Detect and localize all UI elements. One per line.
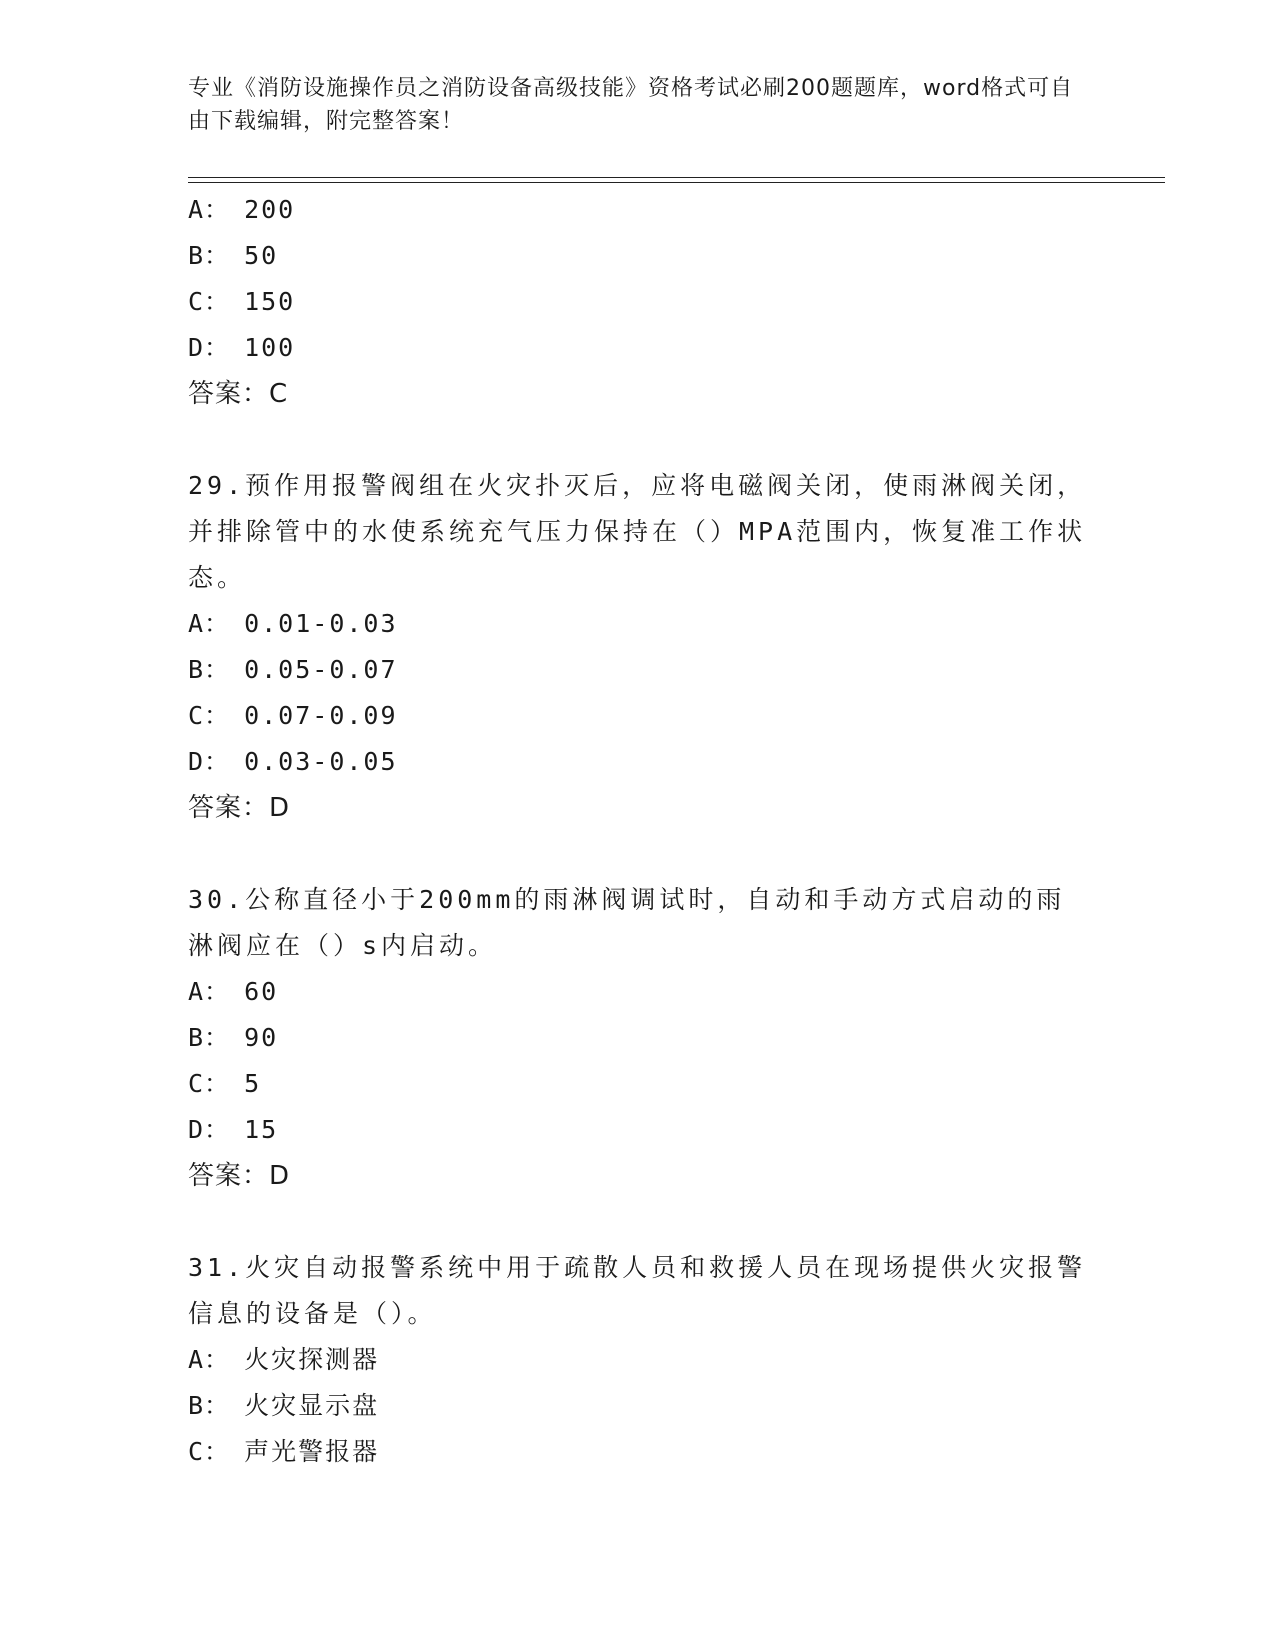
question-stem: 29.预作用报警阀组在火灾扑灭后，应将电磁阀关闭，使雨淋阀关闭，并排除管中的水使系统充气压力保持在（）MPA范围内，恢复准工作状态。 [188,471,1087,592]
question-list [188,187,1088,1475]
answer-line: 答案：C [188,379,289,409]
option-b: B： 0.05-0.07 [188,655,398,684]
option-c: C： 声光警报器 [188,1437,380,1466]
question-block [188,877,1088,1199]
header-rule-top [188,177,1165,178]
option-d: D： 100 [188,333,296,362]
option-a: A： 0.01-0.03 [188,609,398,638]
option-d: D： 15 [188,1115,279,1144]
option-b: B： 50 [188,241,279,270]
answer-line: 答案：D [188,1161,291,1191]
option-c: C： 0.07-0.09 [188,701,398,730]
option-a: A： 200 [188,195,296,224]
question-stem: 31.火灾自动报警系统中用于疏散人员和救援人员在现场提供火灾报警信息的设备是（）。 [188,1253,1087,1328]
option-c: C： 5 [188,1069,262,1098]
question-stem: 30.公称直径小于200mm的雨淋阀调试时，自动和手动方式启动的雨淋阀应在（）s内启动。 [188,885,1066,960]
question-block [188,187,1088,417]
option-a: A： 60 [188,977,279,1006]
option-d: D： 0.03-0.05 [188,747,398,776]
header-rule-bottom [188,182,1165,183]
option-a: A： 火灾探测器 [188,1345,380,1374]
option-b: B： 火灾显示盘 [188,1391,380,1420]
answer-line: 答案：D [188,793,291,823]
page-header: 专业《消防设施操作员之消防设备高级技能》资格考试必刷200题题库，word格式可自由下载编辑，附完整答案！ [188,76,1074,134]
option-b: B： 90 [188,1023,279,1052]
question-block [188,463,1088,831]
question-block [188,1245,1088,1475]
option-c: C： 150 [188,287,296,316]
